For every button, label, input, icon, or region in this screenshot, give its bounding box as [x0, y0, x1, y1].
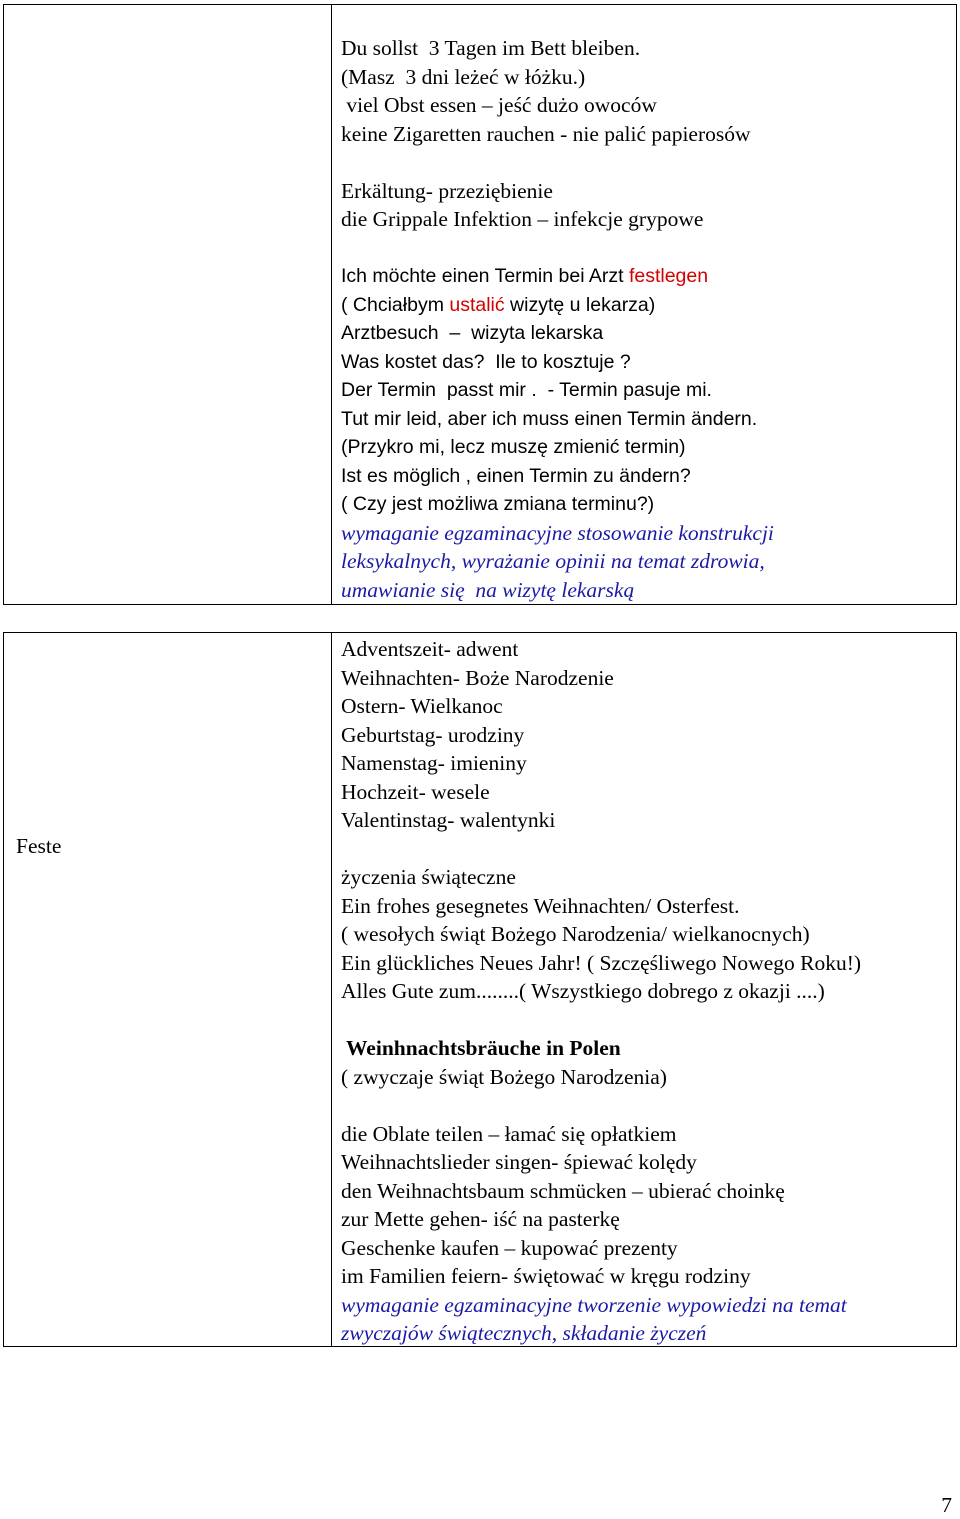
holiday-item: Hochzeit- wesele: [341, 779, 490, 804]
wish-line: Alles Gute zum........( Wszystkiego dobrego z okazji ....): [341, 979, 825, 1003]
appointment-line: Was kostet das? Ile to kosztuje ?: [341, 350, 631, 373]
appointment-line: (Przykro mi, lecz muszę zmienić termin): [341, 436, 686, 458]
appointment-line: Der Termin passt mir . - Termin pasuje mi.: [341, 379, 712, 401]
appointment-line: ( Chciałbym ustalić wizytę u lekarza): [341, 293, 656, 316]
exam-requirement: wymaganie egzaminacyjne stosowanie konstrukcji: [341, 520, 774, 545]
exam-requirement: zwyczajów świątecznych, składanie życzeń: [341, 1321, 707, 1345]
holiday-item: Namenstag- imieniny: [341, 751, 527, 775]
page-number: 7: [941, 1493, 952, 1517]
text-line: (Masz 3 dni leżeć w łóżku.): [341, 64, 586, 89]
exam-requirement: wymaganie egzaminacyjne tworzenie wypowiedzi na temat: [341, 1292, 847, 1317]
appointment-line: Tut mir leid, aber ich muss einen Termin ändern.: [341, 407, 758, 430]
holiday-item: Weihnachten- Boże Narodzenie: [341, 665, 614, 690]
wish-line: życzenia świąteczne: [341, 865, 516, 889]
appointment-line: Ist es möglich , einen Termin zu ändern?: [341, 464, 691, 487]
topic-label: Feste: [16, 834, 62, 858]
wish-line: Ein frohes gesegnetes Weihnachten/ Osterfest.: [341, 893, 740, 918]
topic-cell-empty: [4, 5, 332, 604]
appointment-line: ( Czy jest możliwa zmiana terminu?): [341, 493, 655, 515]
appointment-line: Ich möchte einen Termin bei Arzt festlegen: [341, 265, 709, 287]
exam-requirement: umawianie się na wizytę lekarską: [341, 577, 635, 602]
highlighted-word: festlegen: [628, 265, 709, 287]
text-line: die Grippale Infektion – infekcje grypowe: [341, 207, 704, 231]
customs-heading: Weinhnachtsbräuche in Polen: [341, 1036, 621, 1060]
custom-item: Geschenke kaufen – kupować prezenty: [341, 1235, 678, 1260]
table-row-health: [3, 4, 957, 605]
custom-item: im Familien feiern- świętować w kręgu rodziny: [341, 1264, 751, 1288]
appointment-line: Arztbesuch – wizyta lekarska: [341, 322, 604, 344]
custom-item: zur Mette gehen- iść na pasterkę: [341, 1207, 620, 1231]
holiday-item: Ostern- Wielkanoc: [341, 694, 503, 718]
content-cell-health: [332, 5, 956, 604]
text-line: keine Zigaretten rauchen - nie palić papierosów: [341, 121, 751, 146]
text-line: Du sollst 3 Tagen im Bett bleiben.: [341, 36, 641, 60]
holiday-item: Valentinstag- walentynki: [341, 808, 556, 832]
custom-item: Weihnachtslieder singen- śpiewać kolędy: [341, 1150, 697, 1174]
topic-cell: [4, 633, 332, 1346]
text-line: viel Obst essen – jeść dużo owoców: [341, 93, 657, 117]
table-row-feste: [3, 632, 957, 1347]
customs-subheading: ( zwyczaje świąt Bożego Narodzenia): [341, 1064, 667, 1089]
exam-requirement: leksykalnych, wyrażanie opinii na temat zdrowia,: [341, 549, 765, 573]
highlighted-word: ustalić: [449, 293, 505, 316]
holiday-item: Geburtstag- urodziny: [341, 722, 525, 747]
wish-line: Ein glückliches Neues Jahr! ( Szczęśliwego Nowego Roku!): [341, 950, 862, 975]
content-cell-feste: [332, 633, 956, 1346]
holiday-item: Adventszeit- adwent: [341, 637, 519, 661]
custom-item: die Oblate teilen – łamać się opłatkiem: [341, 1121, 677, 1146]
text-line: Erkältung- przeziębienie: [341, 178, 553, 203]
custom-item: den Weihnachtsbaum schmücken – ubierać choinkę: [341, 1178, 785, 1203]
wish-line: ( wesołych świąt Bożego Narodzenia/ wielkanocnych): [341, 922, 810, 946]
